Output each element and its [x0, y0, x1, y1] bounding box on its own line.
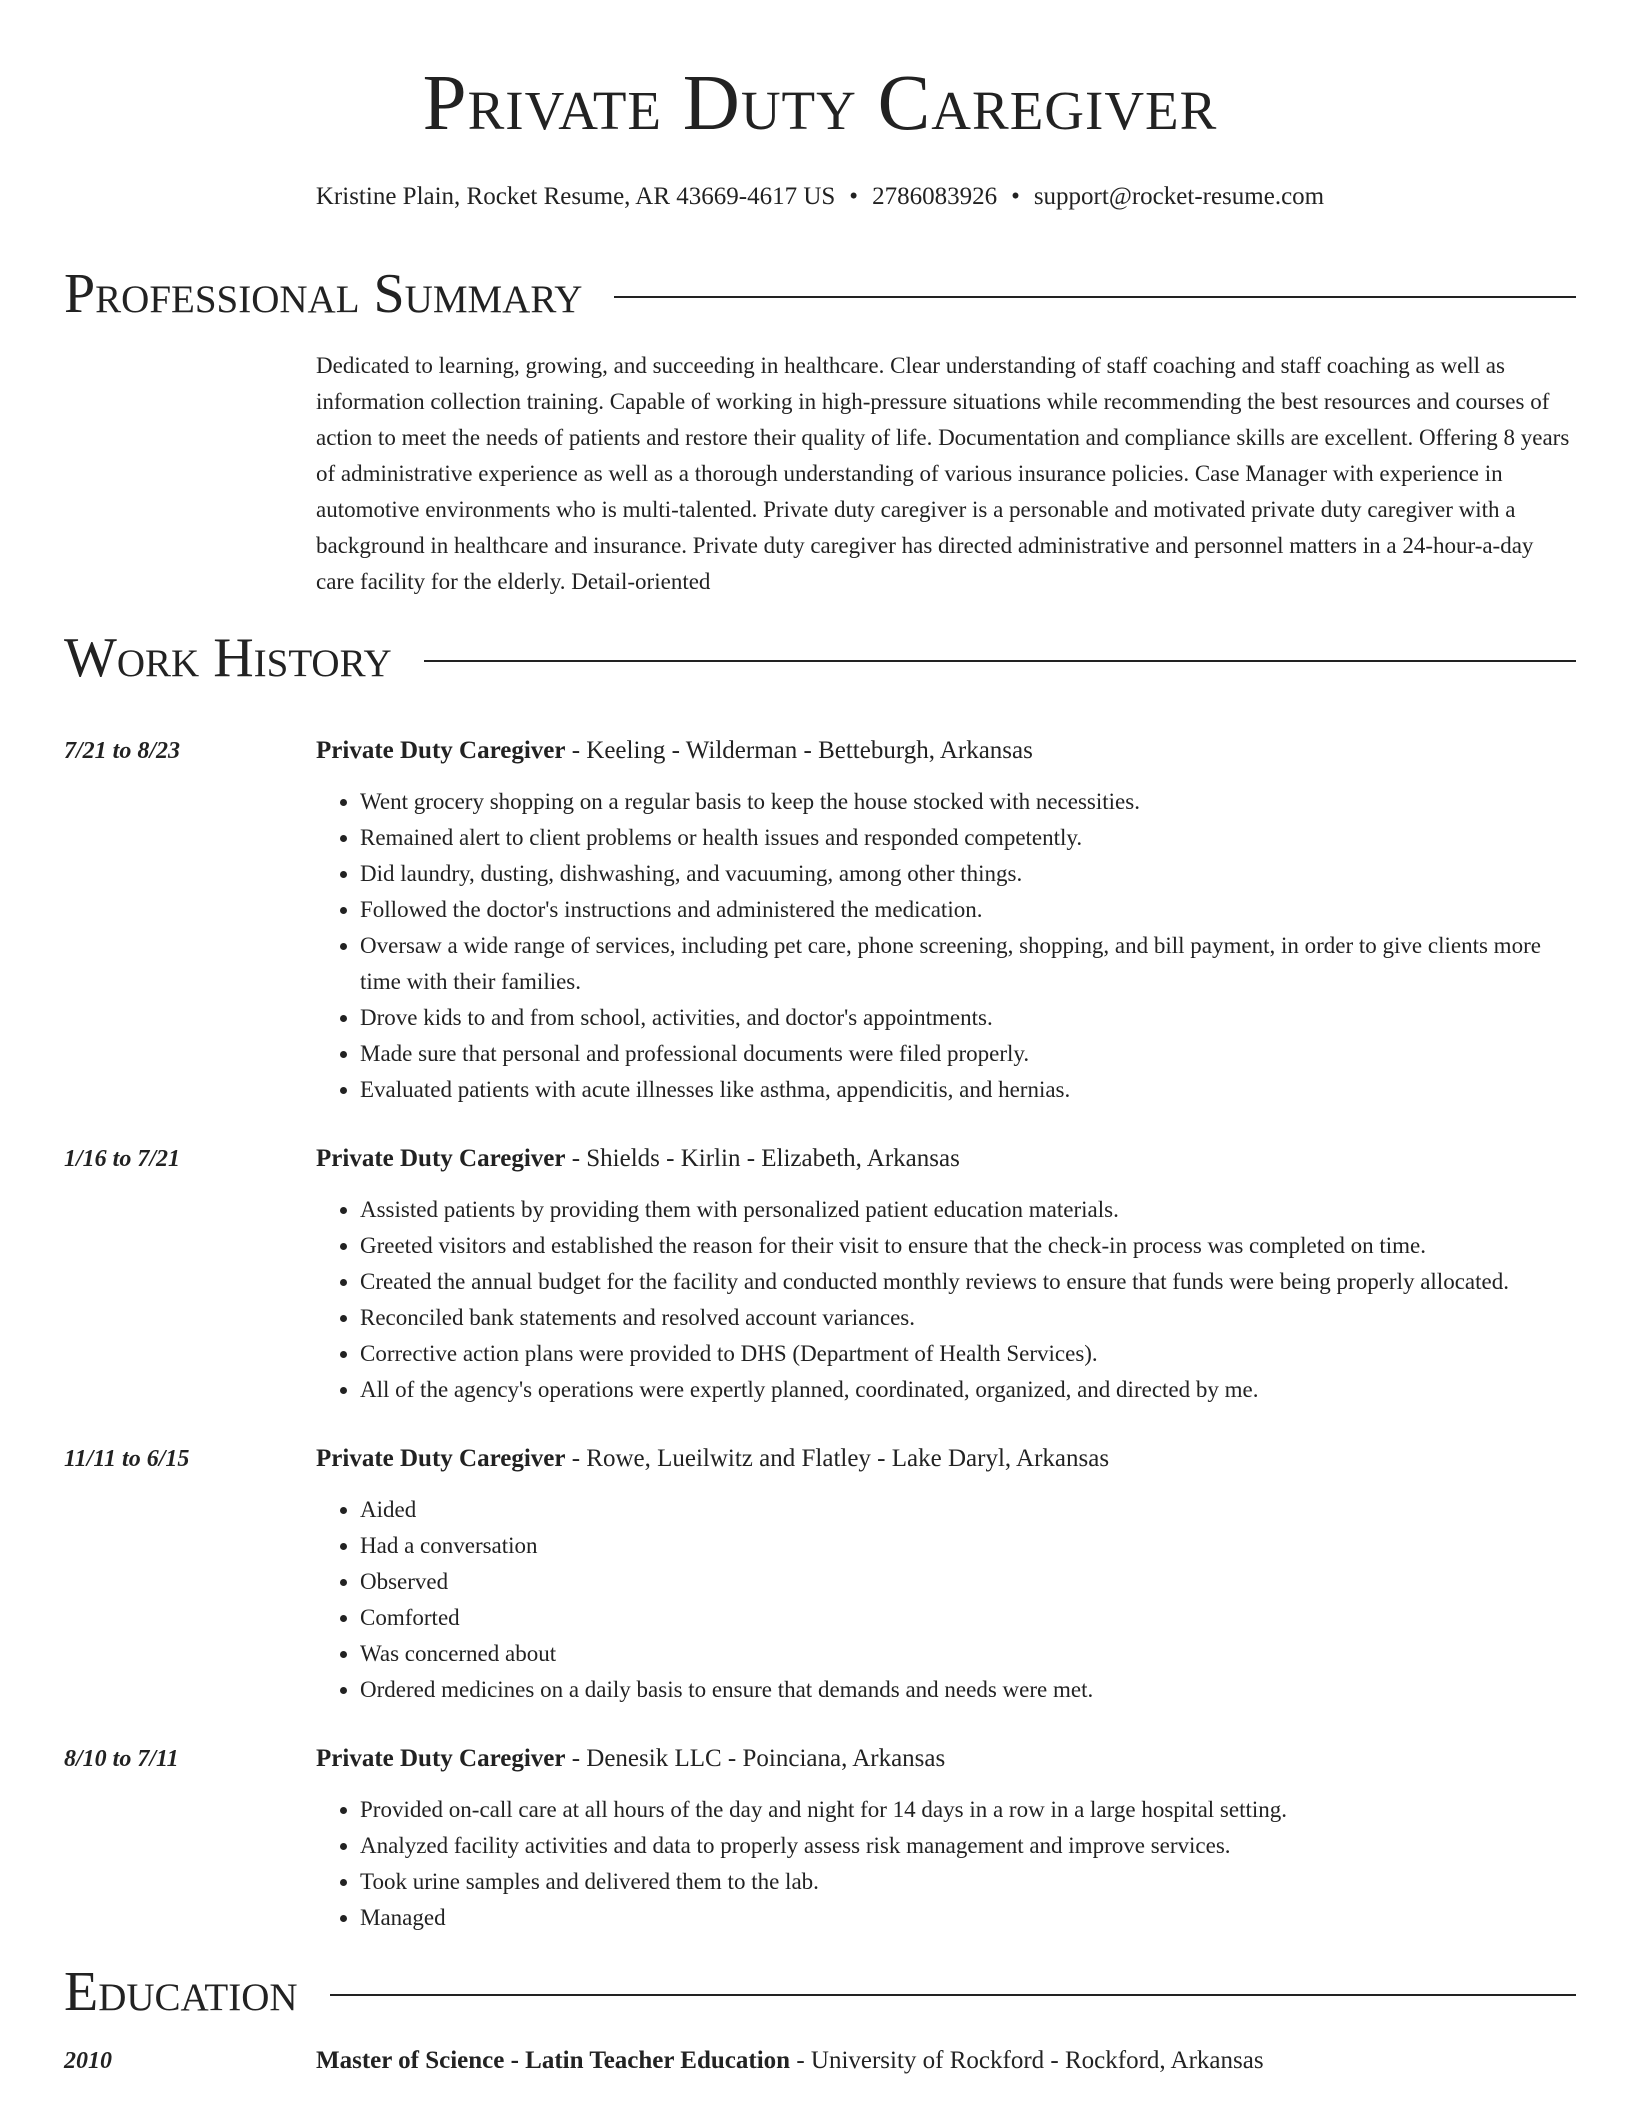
section-rule	[614, 296, 1576, 298]
education-degree: Master of Science - Latin Teacher Education	[316, 2047, 791, 2074]
work-history-list	[64, 734, 1576, 1936]
list-item: • Went grocery shopping on a regular basis to keep the house stocked with necessities.	[360, 784, 1576, 820]
job-title-line	[316, 734, 1576, 768]
list-item: • Analyzed facility activities and data to properly assess risk management and improve services.	[360, 1828, 1576, 1864]
list-item: • Evaluated patients with acute illnesses like asthma, appendicitis, and hernias.	[360, 1072, 1576, 1108]
job-details: - Denesik LLC - Poinciana, Arkansas	[565, 1745, 946, 1772]
list-item: • Drove kids to and from school, activities, and doctor's appointments.	[360, 1000, 1576, 1036]
list-item: • Assisted patients by providing them with personalized patient education materials.	[360, 1192, 1576, 1228]
job-title-line	[316, 1142, 1576, 1176]
list-item: • Did laundry, dusting, dishwashing, and vacuuming, among other things.	[360, 856, 1576, 892]
work-history-heading-label: Work History	[64, 627, 392, 689]
job-title: Private Duty Caregiver	[316, 1145, 566, 1172]
education-entry	[64, 2044, 1576, 2078]
job-title: Private Duty Caregiver	[316, 1745, 566, 1772]
job-entry	[64, 1742, 1576, 1936]
list-item: • Provided on-call care at all hours of the day and night for 14 days in a row in a large hospital setting.	[360, 1792, 1576, 1828]
list-item: • Followed the doctor's instructions and administered the medication.	[360, 892, 1576, 928]
list-item: • Managed	[360, 1900, 1576, 1936]
job-dates: 7/21 to 8/23	[64, 738, 181, 764]
list-item: • Remained alert to client problems or health issues and responded competently.	[360, 820, 1576, 856]
job-details: - Shields - Kirlin - Elizabeth, Arkansas	[565, 1145, 960, 1172]
job-dates: 1/16 to 7/21	[64, 1146, 181, 1172]
education-year: 2010	[64, 2048, 112, 2074]
job-header	[64, 1142, 1576, 1176]
resume-page	[64, 0, 1576, 2078]
education-line	[316, 2044, 1576, 2078]
job-details: - Rowe, Lueilwitz and Flatley - Lake Daryl, Arkansas	[565, 1445, 1110, 1472]
contact-email: support@rocket-resume.com	[1033, 183, 1325, 210]
list-item: • Greeted visitors and established the reason for their visit to ensure that the check-in process was completed on time.	[360, 1228, 1576, 1264]
summary-heading	[64, 262, 1576, 326]
job-dates: 11/11 to 6/15	[64, 1446, 190, 1472]
job-bullets	[316, 1792, 1576, 1936]
job-entry	[64, 734, 1576, 1108]
job-bullets	[316, 1192, 1576, 1408]
education-details: - University of Rockford - Rockford, Arkansas	[790, 2047, 1264, 2074]
job-header	[64, 1442, 1576, 1476]
section-rule	[424, 660, 1576, 662]
list-item: • Was concerned about	[360, 1636, 1576, 1672]
list-item: • Corrective action plans were provided to DHS (Department of Health Services).	[360, 1336, 1576, 1372]
contact-line	[64, 180, 1576, 214]
job-entry	[64, 1442, 1576, 1708]
list-item: • Ordered medicines on a daily basis to ensure that demands and needs were met.	[360, 1672, 1576, 1708]
contact-address: Kristine Plain, Rocket Resume, AR 43669-4617 US	[315, 183, 836, 210]
summary-text: Dedicated to learning, growing, and succeeding in healthcare. Clear understanding of staff coaching and staff coaching as well as information collection training. Capable of working in high-pressure situations while recommending the best resources and courses of action to meet the needs of patients and restore their quality of life. Documentation and compliance skills are excellent. Offering 8 years of administrative experience as well as a thorough understanding of various insurance policies. Case Manager with experience in automotive environments who is multi-talented. Private duty caregiver is a personable and motivated private duty caregiver with a background in healthcare and insurance. Private duty caregiver has directed administrative and personnel matters in a 24-hour-a-day care facility for the elderly. Detail-oriented	[316, 353, 1570, 594]
job-title: Private Duty Caregiver	[316, 737, 566, 764]
contact-phone: 2786083926	[872, 183, 998, 210]
education-heading-label: Education	[64, 1961, 298, 2023]
job-bullets	[316, 1492, 1576, 1708]
work-history-heading	[64, 626, 1576, 690]
job-bullets	[316, 784, 1576, 1108]
job-title-line	[316, 1742, 1576, 1776]
list-item: • Oversaw a wide range of services, including pet care, phone screening, shopping, and bill payment, in order to give clients more time with their families.	[360, 928, 1576, 1000]
list-item: • Comforted	[360, 1600, 1576, 1636]
list-item: • Had a conversation	[360, 1528, 1576, 1564]
list-item: • Aided	[360, 1492, 1576, 1528]
list-item: • Created the annual budget for the facility and conducted monthly reviews to ensure that funds were being properly allocated.	[360, 1264, 1576, 1300]
list-item: • Reconciled bank statements and resolved account variances.	[360, 1300, 1576, 1336]
job-details: - Keeling - Wilderman - Betteburgh, Arkansas	[565, 737, 1033, 764]
contact-separator: •	[1011, 183, 1020, 210]
contact-separator: •	[849, 183, 859, 210]
job-entry	[64, 1142, 1576, 1408]
job-dates: 8/10 to 7/11	[64, 1746, 179, 1772]
job-header	[64, 1742, 1576, 1776]
education-heading	[64, 1960, 1576, 2024]
job-title-line	[316, 1442, 1576, 1476]
job-header	[64, 734, 1576, 768]
resume-title: Private Duty Caregiver	[422, 60, 1218, 147]
list-item: • Took urine samples and delivered them to the lab.	[360, 1864, 1576, 1900]
list-item: • Observed	[360, 1564, 1576, 1600]
list-item: • Made sure that personal and professional documents were filed properly.	[360, 1036, 1576, 1072]
summary-heading-label: Professional Summary	[64, 263, 583, 325]
section-rule	[330, 1994, 1576, 1996]
list-item: • All of the agency's operations were expertly planned, coordinated, organized, and directed by me.	[360, 1372, 1576, 1408]
job-title: Private Duty Caregiver	[316, 1445, 566, 1472]
